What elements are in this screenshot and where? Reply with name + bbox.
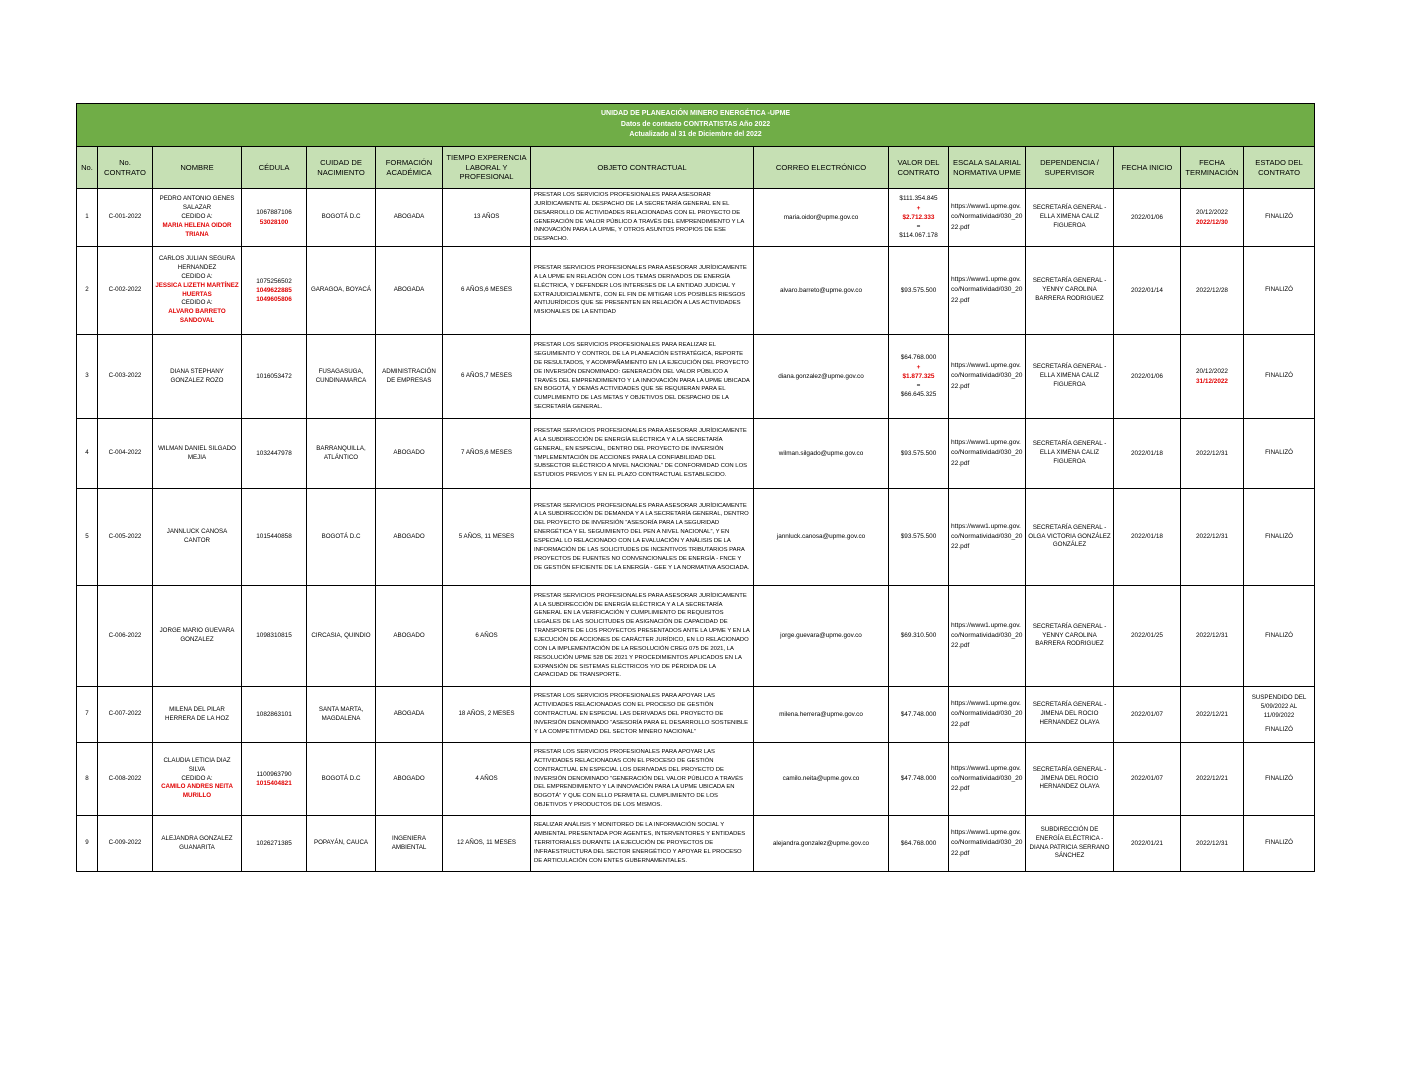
header-valor: VALOR DEL CONTRATO [889, 147, 949, 189]
nombre-cell [153, 816, 242, 872]
cedula-cell-line: 1016053472 [256, 372, 292, 380]
table-row [77, 189, 1315, 247]
objeto-cell: PRESTAR SERVICIOS PROFESIONALES PARA ASESORAR JURÍDICAMENTE A LA SUBDIRECCIÓN DE ENERGÍA ELÉCTRICA Y A LA SECRETARÍA GENERAL EN LA VERIFICACIÓN Y CUMPLIMIENTO DE REQUISITOS LEGALES DE LAS SOLICITUDES DE ASIGNACIÓN DE CAPACIDAD DE TRANSPORTE DE LOS PROYECTOS PRESENTADOS ANTE LA UPME Y EN LA EJECUCIÓN DE ACCIONES DE CARÁCTER JURÍDICO, EN LO RELACIONADO CON LA IMPLEMENTACIÓN DE LA RESOLUCIÓN CREG 075 DE 2021, LA RESOLUCIÓN UPME 528 DE 2021 Y PROCEDIMIENTOS APLICADOS EN LA EXPANSIÓN DE SISTEMAS ELÉCTRICOS Y/O DE PÉRDIDA DE LA CAPACIDAD DE TRANSPORTE. [531, 586, 754, 687]
valor-cell-line: $47.748.000 [900, 775, 937, 783]
terminacion-cell-line: 2022/12/31 [1196, 449, 1228, 457]
estado-cell-line: SUSPENDIDO DEL 5/09/2022 AL 11/09/2022 [1251, 693, 1307, 719]
estado-cell [1244, 489, 1315, 586]
cedula-cell [242, 743, 307, 816]
terminacion-cell [1181, 419, 1244, 489]
terminacion-cell [1181, 687, 1244, 743]
escala-link[interactable]: https://www1.upme.gov.co/Normatividad/030_2022.pdf [949, 419, 1026, 489]
cedula-cell-line: 1032447978 [256, 449, 292, 457]
formacion-cell: ADMINISTRACIÓN DE EMPRESAS [376, 335, 443, 419]
terminacion-cell [1181, 247, 1244, 335]
email-link[interactable]: camilo.neita@upme.gov.co [754, 743, 889, 816]
header-cedula: CÉDULA [242, 147, 307, 189]
dependencia-cell: SECRETARÍA GENERAL - YENNY CAROLINA BARRERA RODRIGUEZ [1026, 586, 1114, 687]
escala-link[interactable]: https://www1.upme.gov.co/Normatividad/030_2022.pdf [949, 489, 1026, 586]
estado-cell [1244, 687, 1315, 743]
objeto-cell: PRESTAR LOS SERVICIOS PROFESIONALES PARA ASESORAR JURÍDICAMENTE AL DESPACHO DE LA SECRETARÍA GENERAL EN EL DESARROLLO DE ACTIVIDADES RELACIONADAS CON EL PROYECTO DE GENERACIÓN DE VALOR PÚBLICO A TRAVÉS DEL EMPRENDIMIENTO Y LA INNOVACIÓN PARA LA UPME, Y OTROS ASUNTOS PROPIOS DE ESE DESPACHO. [531, 189, 754, 247]
table-row [77, 335, 1315, 419]
cedula-cell-line: 1015440858 [256, 533, 292, 541]
table-row [77, 816, 1315, 872]
formacion-cell: ABOGADO [376, 489, 443, 586]
table-row [77, 586, 1315, 687]
cedula-cell-line: 1098310815 [256, 632, 292, 640]
row-number: 2 [77, 247, 98, 335]
fecha-inicio-cell: 2022/01/06 [1114, 189, 1181, 247]
cedula-cell [242, 586, 307, 687]
contract-number: C-004-2022 [98, 419, 153, 489]
objeto-cell: PRESTAR SERVICIOS PROFESIONALES PARA ASESORAR JURÍDICAMENTE A LA SUBDIRECCIÓN DE ENERGÍA ELÉCTRICA Y A LA SECRETARÍA GENERAL, EN ESPECIAL, DENTRO DEL PROYECTO DE INVERSIÓN “IMPLEMENTACIÓN DE ACCIONES PARA LA CONFIABILIDAD DEL SUBSECTOR ELÉCTRICO A NIVEL NACIONAL” DE CONFORMIDAD CON LOS ESTUDIOS PREVIOS Y EN EL PLAZO CONTRACTUAL ESTABLECIDO. [531, 419, 754, 489]
formacion-cell: INGENIERA AMBIENTAL [376, 816, 443, 872]
header-correo: CORREO ELECTRÓNICO [754, 147, 889, 189]
dependencia-cell: SECRETARÍA GENERAL - ELLA XIMENA CALIZ FIGUEROA [1026, 419, 1114, 489]
fecha-inicio-cell: 2022/01/14 [1114, 247, 1181, 335]
ciudad-cell: GARAGOA, BOYACÁ [307, 247, 376, 335]
terminacion-cell-line: 20/12/2022 [1196, 368, 1228, 376]
nombre-cell-line: JANNLUCK CANOSA CANTOR [166, 528, 228, 544]
contract-number: C-002-2022 [98, 247, 153, 335]
ciudad-cell: CIRCASIA, QUINDIO [307, 586, 376, 687]
valor-cell-line: $1.877.325 [902, 372, 935, 380]
objeto-cell: REALIZAR ANÁLISIS Y MONITOREO DE LA INFORMACIÓN SOCIAL Y AMBIENTAL PRESENTADA POR AGENTES, INTERVENTORES Y ENTIDADES TERRITORIALES DURANTE LA EJECUCIÓN DE PROYECTOS DE INFRAESTRUCTURA DEL SECTOR ENERGÉTICO Y APOYAR EL PROCESO DE ARTICULACIÓN CON ENTES GUBERNAMENTALES. [531, 816, 754, 872]
estado-cell-line: FINALIZÓ [1265, 774, 1293, 782]
estado-cell [1244, 816, 1315, 872]
header-formacion: FORMACIÓN ACADÉMICA [376, 147, 443, 189]
estado-cell-line: FINALIZÓ [1265, 286, 1293, 293]
valor-cell [889, 247, 949, 335]
nombre-cell [153, 419, 242, 489]
nombre-cell-line: CEDIDO A: [181, 213, 213, 220]
cedula-cell [242, 419, 307, 489]
nombre-cell-line: MILENA DEL PILAR HERRERA DE LA HOZ [165, 705, 229, 722]
experiencia-cell: 18 AÑOS, 2 MESES [443, 687, 531, 743]
escala-link[interactable]: https://www1.upme.gov.co/Normatividad/030_2022.pdf [949, 335, 1026, 419]
valor-cell-line: $66.645.325 [900, 391, 937, 399]
row-number: 4 [77, 419, 98, 489]
contract-number: C-006-2022 [98, 586, 153, 687]
dependencia-cell: SUBDIRECCIÓN DE ENERGÍA ELÉCTRICA - DIANA PATRICIA SERRANO SÁNCHEZ [1026, 816, 1114, 872]
nombre-cell [153, 489, 242, 586]
row-number: 1 [77, 189, 98, 247]
header-experiencia: TIEMPO EXPERENCIA LABORAL Y PROFESIONAL [443, 147, 531, 189]
terminacion-cell [1181, 489, 1244, 586]
estado-cell [1244, 189, 1315, 247]
objeto-cell: PRESTAR SERVICIOS PROFESIONALES PARA ASESORAR JURÍDICAMENTE A LA SUBDIRECCIÓN DE DEMANDA Y A LA SECRETARÍA GENERAL, DENTRO DEL PROYECTO DE INVERSIÓN “ASESORÍA PARA LA SEGURIDAD ENERGÉTICA Y EL SEGUIMIENTO DEL PEN A NIVEL NACIONAL”, Y EN ESPECIAL LO RELACIONADO CON LA EVALUACIÓN Y ANÁLISIS DE LA INFORMACIÓN DE LAS SOLICITUDES DE INCENTIVOS TRIBUTARIOS PARA PROYECTOS DE FUENTES NO CONVENCIONALES DE ENERGÍA - FNCE Y DE GESTIÓN EFICIENTE DE LA ENERGÍA - GEE Y LA NORMATIVA ASOCIADA. [531, 489, 754, 586]
title-banner [77, 104, 1315, 147]
nombre-cell [153, 335, 242, 419]
cedula-cell [242, 489, 307, 586]
nombre-cell-line: PEDRO ANTONIO GENES SALAZAR [159, 195, 235, 212]
estado-cell [1244, 419, 1315, 489]
contract-number: C-008-2022 [98, 743, 153, 816]
valor-cell-line: + [916, 363, 921, 371]
table-row [77, 489, 1315, 586]
contract-number: C-005-2022 [98, 489, 153, 586]
nombre-cell [153, 586, 242, 687]
dependencia-cell: SECRETARÍA GENERAL - JIMENA DEL ROCIO HERNANDEZ OLAYA [1026, 743, 1114, 816]
valor-cell-line: + [916, 204, 921, 212]
fecha-inicio-cell: 2022/01/07 [1114, 687, 1181, 743]
title-line-3: Actualizado al 31 de Diciembre del 2022 [629, 131, 762, 139]
fecha-inicio-cell: 2022/01/06 [1114, 335, 1181, 419]
escala-link[interactable]: https://www1.upme.gov.co/Normatividad/030_2022.pdf [949, 743, 1026, 816]
valor-cell [889, 419, 949, 489]
contract-number: C-009-2022 [98, 816, 153, 872]
estado-cell [1244, 586, 1315, 687]
nombre-cell-line: CEDIDO A: [181, 272, 213, 280]
terminacion-cell-line: 2022/12/30 [1196, 218, 1228, 226]
ciudad-cell: BOGOTÁ D.C [307, 189, 376, 247]
terminacion-cell-line: 31/12/2022 [1196, 377, 1228, 385]
terminacion-cell [1181, 743, 1244, 816]
cedula-cell [242, 335, 307, 419]
estado-cell-line: FINALIZÓ [1265, 631, 1293, 639]
objeto-cell: PRESTAR LOS SERVICIOS PROFESIONALES PARA APOYAR LAS ACTIVIDADES RELACIONADAS CON EL PROCESO DE GESTIÓN CONTRACTUAL EN ESPECIAL LAS DERIVADAS DEL PROYECTO DE INVERSIÓN DENOMINADO “ASESORÍA PARA EL DESARROLLO SOSTENIBLE Y LA COMPETITIVIDAD DEL SECTOR MINERO NACIONAL” [531, 687, 754, 743]
column-header-row [77, 147, 1315, 189]
nombre-cell-line: WILMAN DANIEL SILGADO MEJIA [158, 444, 236, 461]
ciudad-cell: BARRANQUILLA, ATLÁNTICO [307, 419, 376, 489]
table-row [77, 247, 1315, 335]
terminacion-cell [1181, 335, 1244, 419]
table-row [77, 743, 1315, 816]
cedula-cell-line: 1026271385 [256, 839, 292, 847]
nombre-cell-line: CLAUDIA LETICIA DIAZ SILVA [163, 756, 231, 773]
terminacion-cell-line: 2022/12/21 [1196, 710, 1228, 718]
cedula-cell-line: 1082863101 [256, 710, 292, 718]
table-row [77, 687, 1315, 743]
experiencia-cell: 12 AÑOS, 11 MESES [443, 816, 531, 872]
dependencia-cell: SECRETARÍA GENERAL - ELLA XIMENA CALIZ FIGUEROA [1026, 189, 1114, 247]
experiencia-cell: 4 AÑOS [443, 743, 531, 816]
valor-cell-line: $114.067.178 [899, 232, 938, 240]
nombre-cell-line: CEDIDO A: [181, 299, 213, 307]
estado-cell-line: FINALIZÓ [1265, 449, 1293, 456]
terminacion-cell-line: 2022/12/31 [1196, 839, 1228, 847]
terminacion-cell-line: 20/12/2022 [1196, 209, 1228, 217]
formacion-cell: ABOGADA [376, 687, 443, 743]
valor-cell-line: $69.310.500 [900, 632, 937, 640]
estado-cell [1244, 335, 1315, 419]
valor-cell-line: $64.768.000 [900, 354, 937, 362]
dependencia-cell: SECRETARÍA GENERAL - JIMENA DEL ROCIO HERNANDEZ OLAYA [1026, 687, 1114, 743]
row-number: 8 [77, 743, 98, 816]
cedula-cell-line: 1067887106 [256, 209, 292, 217]
estado-cell-line: FINALIZÓ [1265, 726, 1293, 734]
estado-cell-line: FINALIZÓ [1265, 532, 1293, 540]
nombre-cell-line: ALVARO BARRETO SANDOVAL [168, 308, 226, 325]
fecha-inicio-cell: 2022/01/18 [1114, 419, 1181, 489]
header-nombre: NOMBRE [153, 147, 242, 189]
header-estado: ESTADO DEL CONTRATO [1244, 147, 1315, 189]
experiencia-cell: 6 AÑOS,7 MESES [443, 335, 531, 419]
email-link[interactable]: jorge.guevara@upme.gov.co [754, 586, 889, 687]
contractors-table [76, 103, 1315, 872]
terminacion-cell-line: 2022/12/21 [1196, 775, 1228, 783]
row-number: 7 [77, 687, 98, 743]
formacion-cell: ABOGADO [376, 586, 443, 687]
terminacion-cell [1181, 586, 1244, 687]
cedula-cell [242, 247, 307, 335]
email-link[interactable]: alvaro.barreto@upme.gov.co [754, 247, 889, 335]
nombre-cell-line: MARIA HELENA OIDOR TRIANA [162, 221, 232, 238]
estado-cell-line: FINALIZÓ [1265, 213, 1293, 220]
row-number: 9 [77, 816, 98, 872]
nombre-cell [153, 743, 242, 816]
nombre-cell-line: CAMILO ANDRES NEITA MURILLO [161, 783, 233, 800]
nombre-cell [153, 247, 242, 335]
valor-cell [889, 335, 949, 419]
experiencia-cell: 7 AÑOS,6 MESES [443, 419, 531, 489]
valor-cell [889, 489, 949, 586]
cedula-cell-line: 1049622885 [256, 286, 292, 294]
row-number [77, 586, 98, 687]
email-link[interactable]: wilman.silgado@upme.gov.co [754, 419, 889, 489]
valor-cell-line: $2.712.333 [902, 213, 935, 221]
experiencia-cell: 13 AÑOS [443, 189, 531, 247]
experiencia-cell: 6 AÑOS [443, 586, 531, 687]
terminacion-cell-line: 2022/12/31 [1196, 632, 1228, 640]
objeto-cell: PRESTAR LOS SERVICIOS PROFESIONALES PARA REALIZAR EL SEGUIMIENTO Y CONTROL DE LA PLANEACIÓN ESTRATÉGICA, REPORTE DE RESULTADOS, Y ACOMPAÑAMIENTO EN LA EJECUCIÓN DEL PROYECTO DE INVERSIÓN DENOMINADO: GENERACIÓN DEL VALOR PÚBLICO A TRAVÉS DEL EMPRENDIMIENTO Y LA INNOVACIÓN PARA LA UPME UBICADA EN BOGOTÁ, Y DEMÁS ACTIVIDADES QUE SE REQUIERAN PARA EL CUMPLIMIENTO DE LAS METAS Y OBJETIVOS DEL DESPACHO DE LA SECRETARÍA GENERAL. [531, 335, 754, 419]
row-number: 5 [77, 489, 98, 586]
header-ciudad: CUIDAD DE NACIMIENTO [307, 147, 376, 189]
cedula-cell [242, 816, 307, 872]
nombre-cell-line: CEDIDO A: [181, 774, 213, 782]
valor-cell-line: $111.354.845 [899, 195, 938, 203]
nombre-cell [153, 189, 242, 247]
contract-number: C-001-2022 [98, 189, 153, 247]
valor-cell-line: $93.575.500 [900, 449, 937, 457]
title-line-1: UNIDAD DE PLANEACIÓN MINERO ENERGÉTICA -UPME [600, 109, 791, 117]
cedula-cell-line: 1100963790 [256, 770, 292, 778]
header-terminacion: FECHA TERMINACIÓN [1181, 147, 1244, 189]
cedula-cell [242, 687, 307, 743]
valor-cell-line: $47.748.000 [900, 710, 937, 718]
fecha-inicio-cell: 2022/01/21 [1114, 816, 1181, 872]
valor-cell [889, 743, 949, 816]
ciudad-cell: POPAYÁN, CAUCA [307, 816, 376, 872]
header-inicio: FECHA INICIO [1114, 147, 1181, 189]
estado-cell [1244, 743, 1315, 816]
header-no: No. [77, 147, 98, 189]
escala-link[interactable]: https://www1.upme.gov.co/Normatividad/030_2022.pdf [949, 189, 1026, 247]
formacion-cell: ABOGADA [376, 247, 443, 335]
nombre-cell-line: DIANA STEPHANY GONZALEZ ROZO [170, 367, 224, 384]
valor-cell [889, 586, 949, 687]
header-escala: ESCALA SALARIAL NORMATIVA UPME [949, 147, 1026, 189]
objeto-cell: PRESTAR SERVICIOS PROFESIONALES PARA ASESORAR JURÍDICAMENTE A LA UPME EN RELACIÓN CON LOS TEMAS DERIVADOS DE ENERGÍA ELÉCTRICA, Y DEFENDER LOS INTERESES DE LA ENTIDAD JUDICIAL Y EXTRAJUDICIALMENTE, CON EL FIN DE MITIGAR LOS POSIBLES RIESGOS ANTIJURÍDICOS QUE SE PRESENTEN EN RELACIÓN A LAS ACTIVIDADES MISIONALES DE LA ENTIDAD [531, 247, 754, 335]
email-link[interactable]: maria.oidor@upme.gov.co [754, 189, 889, 247]
valor-cell-line: $64.768.000 [900, 839, 937, 847]
fecha-inicio-cell: 2022/01/25 [1114, 586, 1181, 687]
escala-link[interactable]: https://www1.upme.gov.co/Normatividad/030_2022.pdf [949, 247, 1026, 335]
formacion-cell: ABOGADO [376, 743, 443, 816]
header-objeto: OBJETO CONTRACTUAL [531, 147, 754, 189]
email-link[interactable]: diana.gonzalez@upme.gov.co [754, 335, 889, 419]
objeto-cell: PRESTAR LOS SERVICIOS PROFESIONALES PARA APOYAR LAS ACTIVIDADES RELACIONADAS CON EL PROCESO DE GESTIÓN CONTRACTUAL EN ESPECIAL LOS DERIVADAS DEL PROYECTO DE INVERSIÓN DENOMINADO “GENERACIÓN DEL VALOR PÚBLICO A TRAVÉS DEL EMPRENDIMIENTO Y LA INNOVACIÓN PARA LA UPME UBICADA EN BOGOTÁ” Y QUE CON ELLO PERMITA EL CUMPLIMIENTO DE LOS OBJETIVOS Y PRODUCTOS DE LOS MISMOS. [531, 743, 754, 816]
terminacion-cell-line: 2022/12/28 [1196, 286, 1228, 294]
escala-link[interactable]: https://www1.upme.gov.co/Normatividad/030_2022.pdf [949, 586, 1026, 687]
estado-cell [1244, 247, 1315, 335]
ciudad-cell: FUSAGASUGA, CUNDINAMARCA [307, 335, 376, 419]
cedula-cell-line: 53028100 [259, 218, 289, 226]
nombre-cell-line: ALEJANDRA GONZALEZ GUANARITA [161, 834, 233, 851]
nombre-cell [153, 687, 242, 743]
email-link[interactable]: jannluck.canosa@upme.gov.co [754, 489, 889, 586]
experiencia-cell: 5 AÑOS, 11 MESES [443, 489, 531, 586]
dependencia-cell: SECRETARÍA GENERAL - YENNY CAROLINA BARRERA RODRIGUEZ [1026, 247, 1114, 335]
terminacion-cell [1181, 189, 1244, 247]
header-dependencia: DEPENDENCIA / SUPERVISOR [1026, 147, 1114, 189]
cedula-cell-line: 1049605806 [256, 296, 292, 304]
ciudad-cell: BOGOTÁ D.C [307, 743, 376, 816]
valor-cell [889, 189, 949, 247]
cedula-cell [242, 189, 307, 247]
fecha-inicio-cell: 2022/01/18 [1114, 489, 1181, 586]
escala-link[interactable]: https://www1.upme.gov.co/Normatividad/030_2022.pdf [949, 687, 1026, 743]
contract-table-container [76, 103, 1314, 872]
estado-cell-line: FINALIZÓ [1265, 839, 1293, 846]
valor-cell-line: = [916, 223, 921, 231]
nombre-cell-line: CARLOS JULIAN SEGURA HERNANDEZ [158, 254, 236, 271]
escala-link[interactable]: https://www1.upme.gov.co/Normatividad/030_2022.pdf [949, 816, 1026, 872]
contract-number: C-007-2022 [98, 687, 153, 743]
valor-cell-line: $93.575.500 [900, 286, 937, 294]
fecha-inicio-cell: 2022/01/07 [1114, 743, 1181, 816]
valor-cell-line: = [916, 382, 921, 390]
terminacion-cell-line: 2022/12/31 [1196, 533, 1228, 541]
dependencia-cell: SECRETARÍA GENERAL - OLGA VICTORIA GONZÁLEZ GONZÁLEZ [1026, 489, 1114, 586]
nombre-cell-line: JORGE MARIO GUEVARA GONZALEZ [159, 627, 235, 643]
formacion-cell: ABOGADA [376, 189, 443, 247]
valor-cell [889, 816, 949, 872]
experiencia-cell: 6 AÑOS,6 MESES [443, 247, 531, 335]
ciudad-cell: BOGOTÁ D.C [307, 489, 376, 586]
row-number: 3 [77, 335, 98, 419]
valor-cell-line: $93.575.500 [900, 533, 937, 541]
header-contrato: No. CONTRATO [98, 147, 153, 189]
terminacion-cell [1181, 816, 1244, 872]
email-link[interactable]: alejandra.gonzalez@upme.gov.co [754, 816, 889, 872]
cedula-cell-line: 1015404821 [256, 780, 292, 787]
email-link[interactable]: milena.herrera@upme.gov.co [754, 687, 889, 743]
estado-cell-line: FINALIZÓ [1265, 372, 1293, 379]
contract-number: C-003-2022 [98, 335, 153, 419]
cedula-cell-line: 1075256502 [256, 277, 292, 285]
nombre-cell-line: JESSICA LIZETH MARTÍNEZ HUERTAS [155, 281, 239, 298]
table-row [77, 419, 1315, 489]
formacion-cell: ABOGADO [376, 419, 443, 489]
dependencia-cell: SECRETARÍA GENERAL - ELLA XIMENA CALIZ FIGUEROA [1026, 335, 1114, 419]
title-line-2: Datos de contacto CONTRATISTAS Año 2022 [620, 120, 771, 128]
valor-cell [889, 687, 949, 743]
ciudad-cell: SANTA MARTA, MAGDALENA [307, 687, 376, 743]
